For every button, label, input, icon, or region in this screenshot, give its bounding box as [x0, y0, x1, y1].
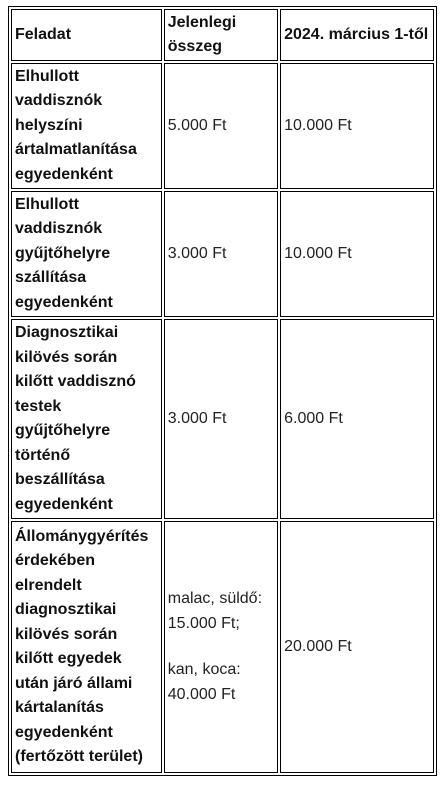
current-amount-cell: 3.000 Ft	[164, 319, 278, 519]
table-row	[11, 319, 434, 519]
header-row	[11, 9, 434, 61]
table-row	[11, 63, 434, 189]
new-amount-cell: 20.000 Ft	[280, 521, 434, 773]
task-cell: Elhullott vaddisznók helyszíni ártalmatlanítása egyedenként	[11, 63, 162, 189]
current-amount-cell: 3.000 Ft	[164, 191, 278, 317]
fee-table	[8, 6, 437, 776]
task-cell: Állománygyérítés érdekében elrendelt diagnosztikai kilövés során kilőtt egyedek után járó állami kártalanítás egyedenként (fertőzött terület)	[11, 521, 162, 773]
current-amount-line-1: malac, süldő: 15.000 Ft;	[167, 590, 263, 632]
current-amount-line-2: kan, koca: 40.000 Ft	[167, 661, 241, 703]
spacer	[168, 636, 274, 658]
new-amount-cell: 10.000 Ft	[280, 191, 434, 317]
task-cell: Diagnosztikai kilövés során kilőtt vaddisznó testek gyűjtőhelyre történő beszállítása egyedenként	[11, 319, 162, 519]
table-row	[11, 521, 434, 773]
table-row	[11, 191, 434, 317]
header-new: 2024. március 1-től	[280, 9, 434, 61]
header-current: Jelenlegi összeg	[164, 9, 278, 61]
current-amount-cell: 5.000 Ft	[164, 63, 278, 189]
header-task: Feladat	[11, 9, 162, 61]
current-amount-cell	[164, 521, 278, 773]
task-cell: Elhullott vaddisznók gyűjtőhelyre szállítása egyedenként	[11, 191, 162, 317]
new-amount-cell: 10.000 Ft	[280, 63, 434, 189]
new-amount-cell: 6.000 Ft	[280, 319, 434, 519]
